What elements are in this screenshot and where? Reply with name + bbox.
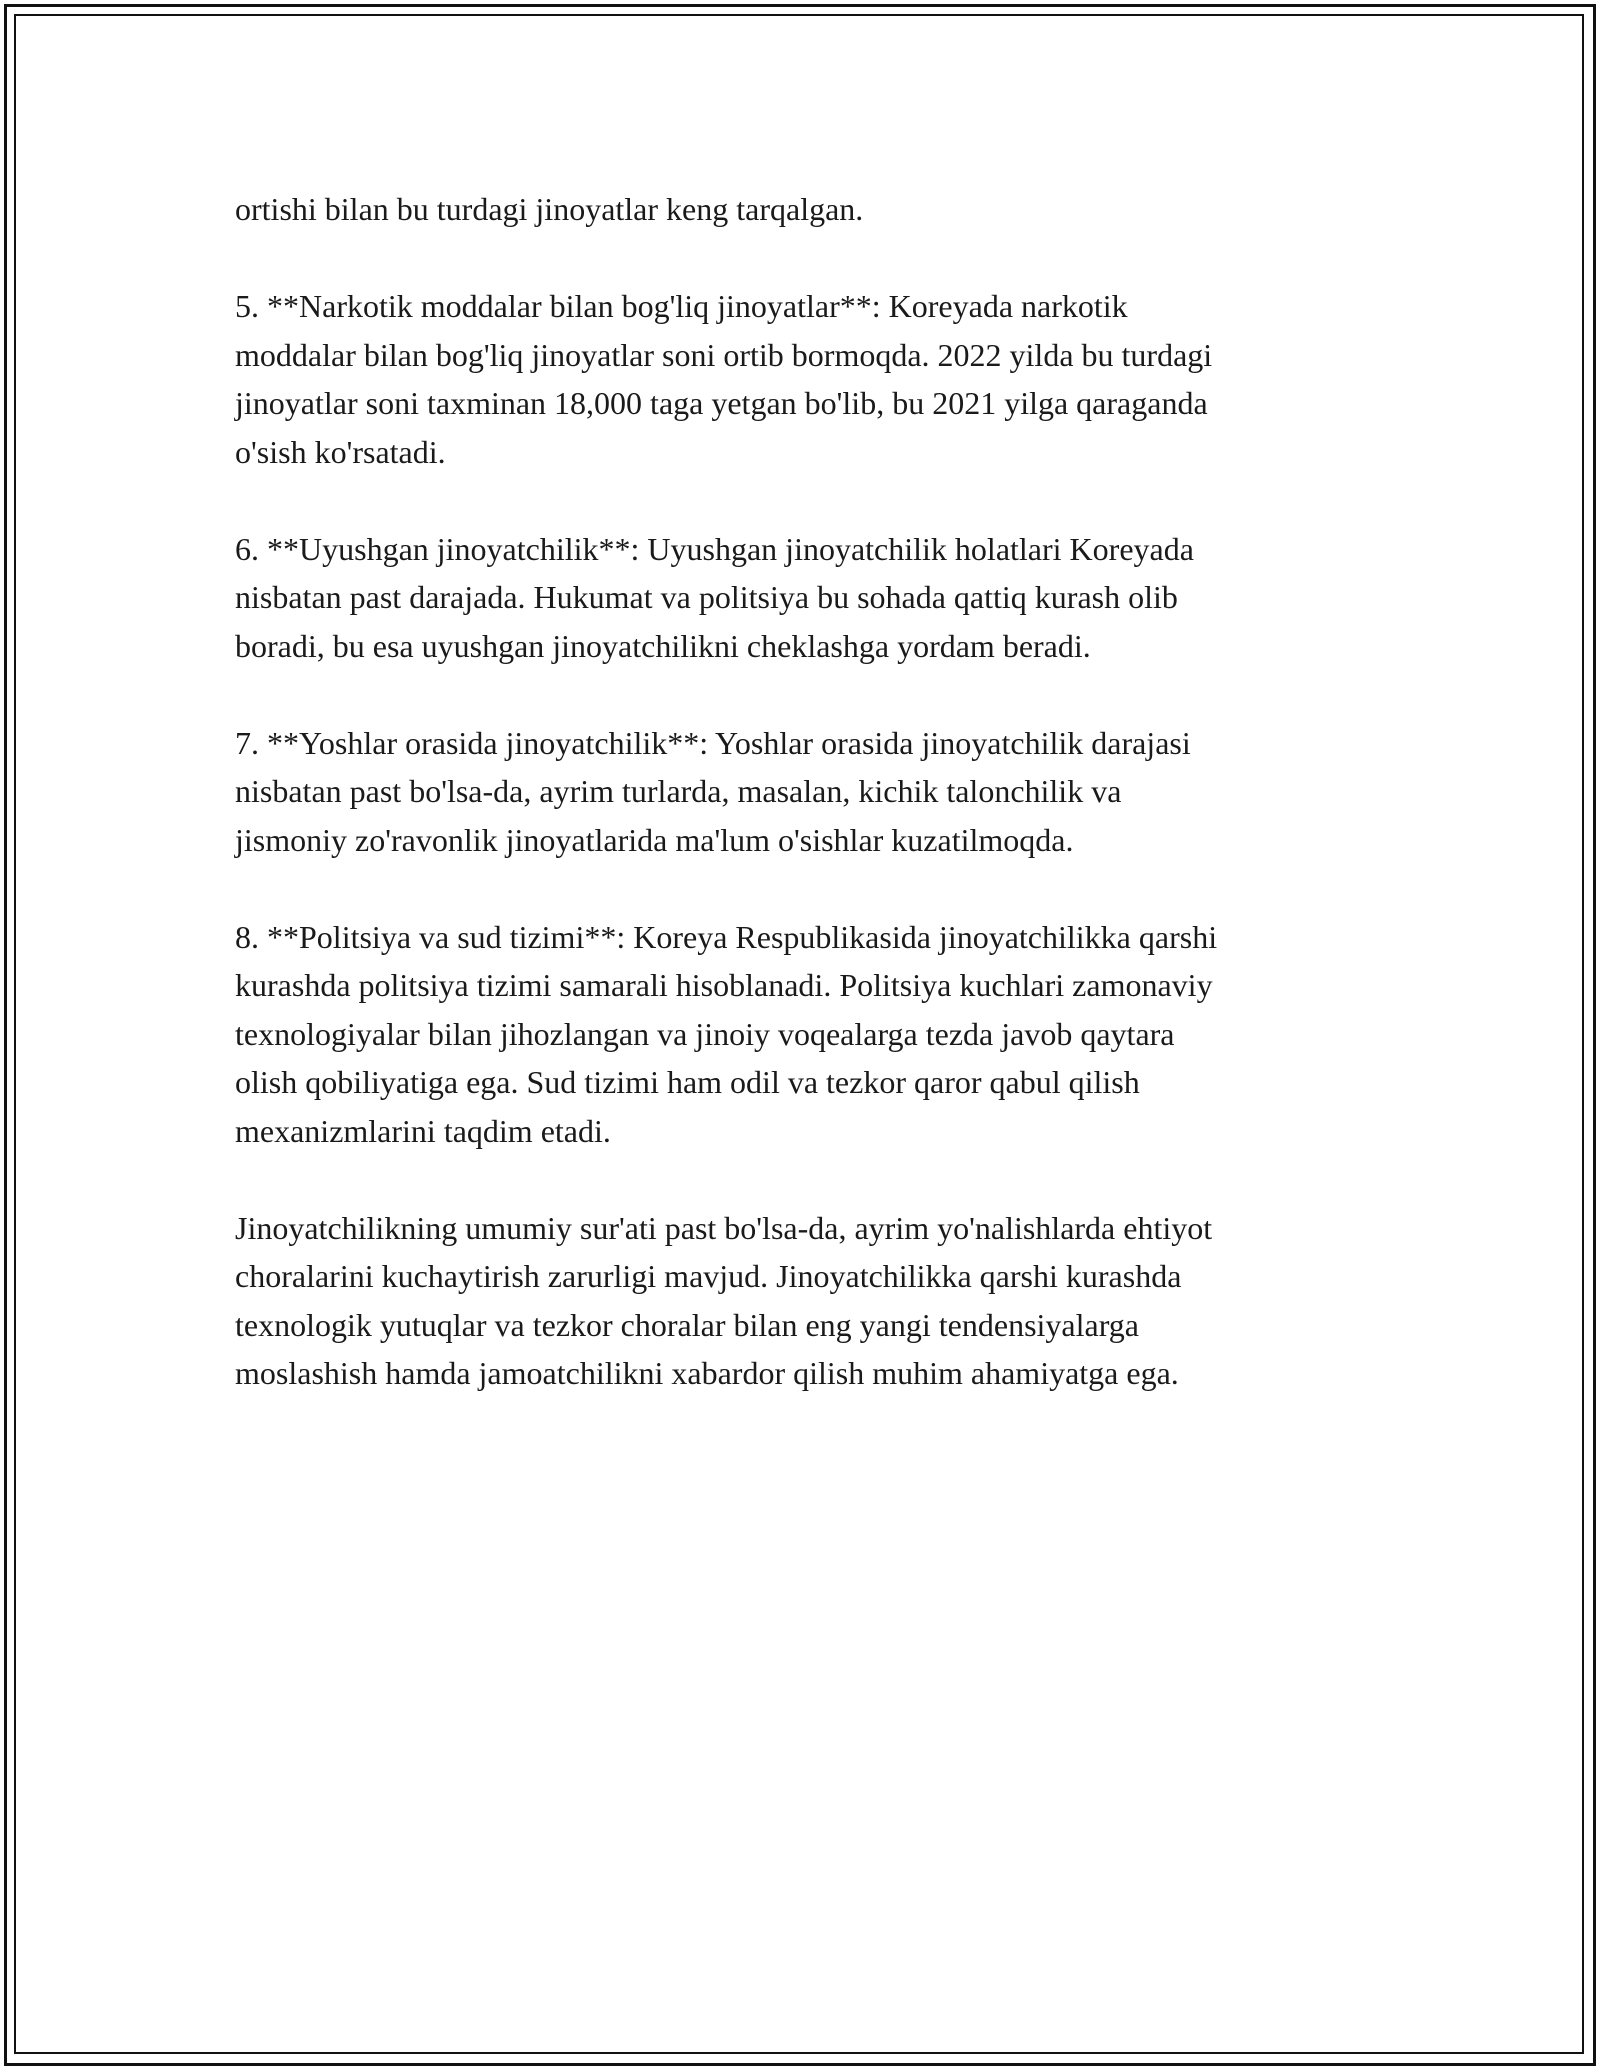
- document-body: [235, 185, 1385, 1446]
- paragraph-item-5-narcotics: 5. **Narkotik moddalar bilan bog'liq jinoyatlar**: Koreyada narkotik moddalar bilan bog'liq jinoyatlar soni ortib bormoqda. 2022 yilda bu turdagi jinoyatlar soni taxminan 18,000 taga yetgan bo'lib, bu 2021 yilga qaraganda o'sish ko'rsatadi.: [235, 288, 1213, 470]
- paragraph-item-7-youth-crime: 7. **Yoshlar orasida jinoyatchilik**: Yoshlar orasida jinoyatchilik darajasi nisbatan past bo'lsa-da, ayrim turlarda, masalan, kichik talonchilik va jismoniy zo'ravonlik jinoyatlarida ma'lum o'sishlar kuzatilmoqda.: [235, 724, 1191, 858]
- paragraph-continuation: ortishi bilan bu turdagi jinoyatlar keng tarqalgan.: [235, 191, 864, 227]
- paragraph-item-6-organized-crime: 6. **Uyushgan jinoyatchilik**: Uyushgan jinoyatchilik holatlari Koreyada nisbatan past darajada. Hukumat va politsiya bu sohada qattiq kurash olib boradi, bu esa uyushgan jinoyatchilikni cheklashga yordam beradi.: [235, 530, 1194, 664]
- paragraph-conclusion: Jinoyatchilikning umumiy sur'ati past bo'lsa-da, ayrim yo'nalishlarda ehtiyot choralarini kuchaytirish zarurligi mavjud. Jinoyatchilikka qarshi kurashda texnologik yutuqlar va tezkor choralar bilan eng yangi tendensiyalarga moslashish hamda jamoatchilikni xabardor qilish muhim ahamiyatga ega.: [235, 1209, 1213, 1391]
- paragraph-item-8-police-courts: 8. **Politsiya va sud tizimi**: Koreya Respublikasida jinoyatchilikka qarshi kurashda politsiya tizimi samarali hisoblanadi. Politsiya kuchlari zamonaviy texnologiyalar bilan jihozlangan va jinoiy voqealarga tezda javob qaytara olish qobiliyatiga ega. Sud tizimi ham odil va tezkor qaror qabul qilish mexanizmlarini taqdim etadi.: [235, 918, 1218, 1149]
